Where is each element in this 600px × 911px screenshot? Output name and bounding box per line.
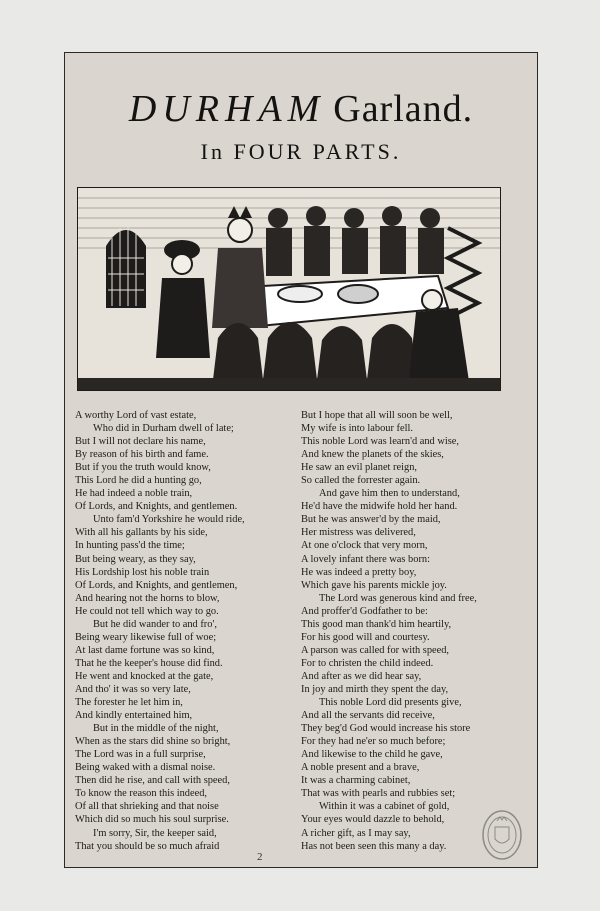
verse-line: At one o'clock that very morn, [301, 540, 428, 552]
left-verse-column [75, 409, 295, 853]
verse-line: A richer gift, as I may say, [301, 827, 411, 839]
verse-line: With all his gallants by his side, [75, 527, 208, 539]
verse-line: When as the stars did shine so bright, [75, 736, 231, 748]
page-marker: 2 [257, 851, 263, 863]
verse-line: So called the forrester again. [301, 475, 421, 487]
verse-line: That you should be so much afraid [75, 840, 220, 852]
woodcut-banquet-scene-icon [77, 187, 501, 391]
verse-line: For his good will and courtesy. [301, 631, 430, 643]
verse-line: It was a charming cabinet, [301, 775, 411, 787]
verse-line: A parson was called for with speed, [301, 644, 450, 656]
verse-line: Has not been seen this many a day. [301, 840, 447, 852]
verse-line: He was indeed a pretty boy, [301, 566, 417, 578]
verse-line: In joy and mirth they spent the day, [301, 683, 449, 695]
verse-line: This noble Lord did presents give, [319, 697, 462, 709]
verse-line: Your eyes would dazzle to behold, [301, 814, 445, 826]
verse-line: And gave him then to understand, [319, 488, 460, 500]
verse-line: At last dame fortune was so kind, [75, 644, 215, 656]
verse-line: Being weary likewise full of woe; [75, 631, 217, 643]
verse-line: But I hope that all will soon be well, [301, 410, 453, 421]
verse-line: That was with pearls and rubbies set; [301, 788, 456, 800]
verse-line: Which gave his parents mickle joy. [301, 579, 447, 591]
page-title [65, 87, 537, 131]
verse-line: And hearing not the horns to blow, [75, 592, 220, 604]
verse-line: For they had ne'er so much before; [301, 736, 446, 748]
verse-line: For to christen the child indeed. [301, 657, 434, 669]
verse-line: The Lord was generous kind and free, [319, 592, 477, 604]
verse-line: A noble present and a brave, [301, 762, 420, 774]
verse-line: But I will not declare his name, [75, 436, 206, 448]
verse-line: And proffer'd Godfather to be: [301, 605, 428, 617]
title-garland: Garland. [333, 88, 474, 130]
verse-line: Being waked with a dismal noise. [75, 762, 216, 774]
verse-line: But if you the truth would know, [75, 462, 211, 474]
verse-line: He saw an evil planet reign, [301, 462, 417, 474]
verse-line: Who did in Durham dwell of late; [93, 423, 234, 435]
verse-line: His Lordship lost his noble train [75, 566, 210, 578]
verse-line: But being weary, as they say, [75, 553, 196, 565]
verse-line: And after as we did hear say, [301, 670, 422, 682]
verse-line: Of Lords, and Knights, and gentlemen. [75, 501, 238, 513]
verse-line: That he the keeper's house did find. [75, 657, 223, 669]
verse-line: By reason of his birth and fame. [75, 449, 209, 461]
ballad-sheet [64, 52, 538, 868]
verse-line: A lovely infant there was born: [301, 553, 430, 565]
verse-line: This Lord he did a hunting go, [75, 475, 202, 487]
verse-line: Within it was a cabinet of gold, [319, 801, 450, 813]
verse-line: I'm sorry, Sir, the keeper said, [93, 827, 217, 839]
verse-line: Which did so much his soul surprise. [75, 814, 229, 826]
verse-line: And likewise to the child he gave, [301, 749, 443, 761]
verse-line: A worthy Lord of vast estate, [75, 410, 197, 421]
verse-line: And kindly entertained him, [75, 710, 193, 722]
verse-line: The Lord was in a full surprise, [75, 749, 206, 761]
verse-line: My wife is into labour fell. [301, 423, 413, 435]
verse-line: Unto fam'd Yorkshire he would ride, [93, 514, 245, 526]
verse-line: This noble Lord was learn'd and wise, [301, 436, 459, 448]
verse-line: And tho' it was so very late, [75, 683, 191, 695]
verse-line: Her mistress was delivered, [301, 527, 416, 539]
verse-line: Of all that shrieking and that noise [75, 801, 219, 813]
verse-line: But in the middle of the night, [93, 723, 219, 735]
verse-line: The forester he let him in, [75, 697, 183, 709]
verse-line: He could not tell which way to go. [75, 605, 219, 617]
verse-line: But he was answer'd by the maid, [301, 514, 441, 526]
verse-line: He went and knocked at the gate, [75, 670, 214, 682]
verse-line: Of Lords, and Knights, and gentlemen, [75, 579, 238, 591]
verse-line: To know the reason this indeed, [75, 788, 208, 800]
page-subtitle: In FOUR PARTS. [200, 139, 402, 164]
verse-line: Then did he rise, and call with speed, [75, 775, 230, 787]
verse-line: He'd have the midwife hold her hand. [301, 501, 458, 513]
verse-line: But he did wander to and fro', [93, 618, 217, 630]
verse-line: And all the servants did receive, [301, 710, 435, 722]
library-crest-stamp-icon [481, 809, 523, 861]
right-verse-column [301, 409, 521, 853]
verse-line: He had indeed a noble train, [75, 488, 193, 500]
title-durham: DURHAM [128, 88, 326, 130]
verse-line: They beg'd God would increase his store [301, 723, 471, 735]
verse-line: In hunting pass'd the time; [75, 540, 185, 552]
verse-line: And knew the planets of the skies, [301, 449, 444, 461]
verse-line: This good man thank'd him heartily, [301, 618, 452, 630]
